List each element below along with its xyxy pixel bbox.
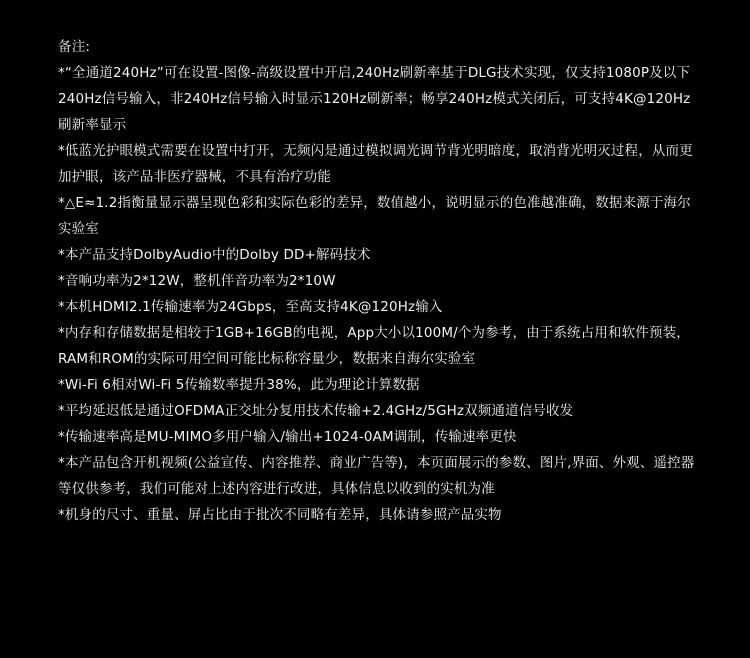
note-item-240hz: *“全通道240Hz”可在设置-图像-高级设置中开启,240Hz刷新率基于DLG技术实现，仅支持1080P及以下240Hz信号输入，非240Hz信号输入时显示120Hz刷新率；畅享240Hz模式关闭后，可支持4K@120Hz刷新率显示 — [58, 65, 691, 133]
note-item-memory: *内存和存储数据是相较于1GB+16GB的电视，App大小以100M/个为参考，由于系统占用和软件预装，RAM和ROM的实际可用空间可能比标称容量少，数据来自海尔实验室 — [58, 325, 690, 367]
note-item-wifi6: *Wi-Fi 6相对Wi-Fi 5传输数率提升38%，此为理论计算数据 — [58, 377, 420, 393]
note-item-transfer-rate: *传输速率高是MU-MIMO多用户输入/输出+1024-0AM调制，传输速率更快 — [58, 429, 517, 445]
note-item-dolby: *本产品支持DolbyAudio中的Dolby DD+解码技术 — [58, 247, 371, 263]
note-item-audio-power: *音响功率为2*12W，整机伴音功率为2*10W — [58, 273, 336, 289]
note-item-low-blue-light: *低蓝光护眼模式需要在设置中打开，无频闪是通过模拟调光调节背光明暗度，取消背光明灭过程，从而更加护眼，该产品非医疗器械，不具有治疗功能 — [58, 143, 693, 185]
note-item-latency: *平均延迟低是通过OFDMA正交址分复用技术传输+2.4GHz/5GHz双频通道信号收发 — [58, 403, 574, 419]
note-item-delta-e: *△E≈1.2指衡量显示器呈现色彩和实际色彩的差异，数值越小，说明显示的色准越准确，数据来源于海尔实验室 — [58, 195, 691, 237]
notes-title: 备注: — [58, 39, 91, 55]
note-item-boot-video: *本产品包含开机视频(公益宣传、内容推荐、商业广告等)，本页面展示的参数、图片,界面、外观、遥控器等仅供参考，我们可能对上述内容进行改进，具体信息以收到的实机为准 — [58, 455, 695, 497]
notes-block — [58, 34, 698, 528]
note-item-hdmi: *本机HDMI2.1传输速率为24Gbps，至高支持4K@120Hz输入 — [58, 299, 443, 315]
note-item-dimensions: *机身的尺寸、重量、屏占比由于批次不同略有差异，具体请参照产品实物 — [58, 507, 502, 523]
